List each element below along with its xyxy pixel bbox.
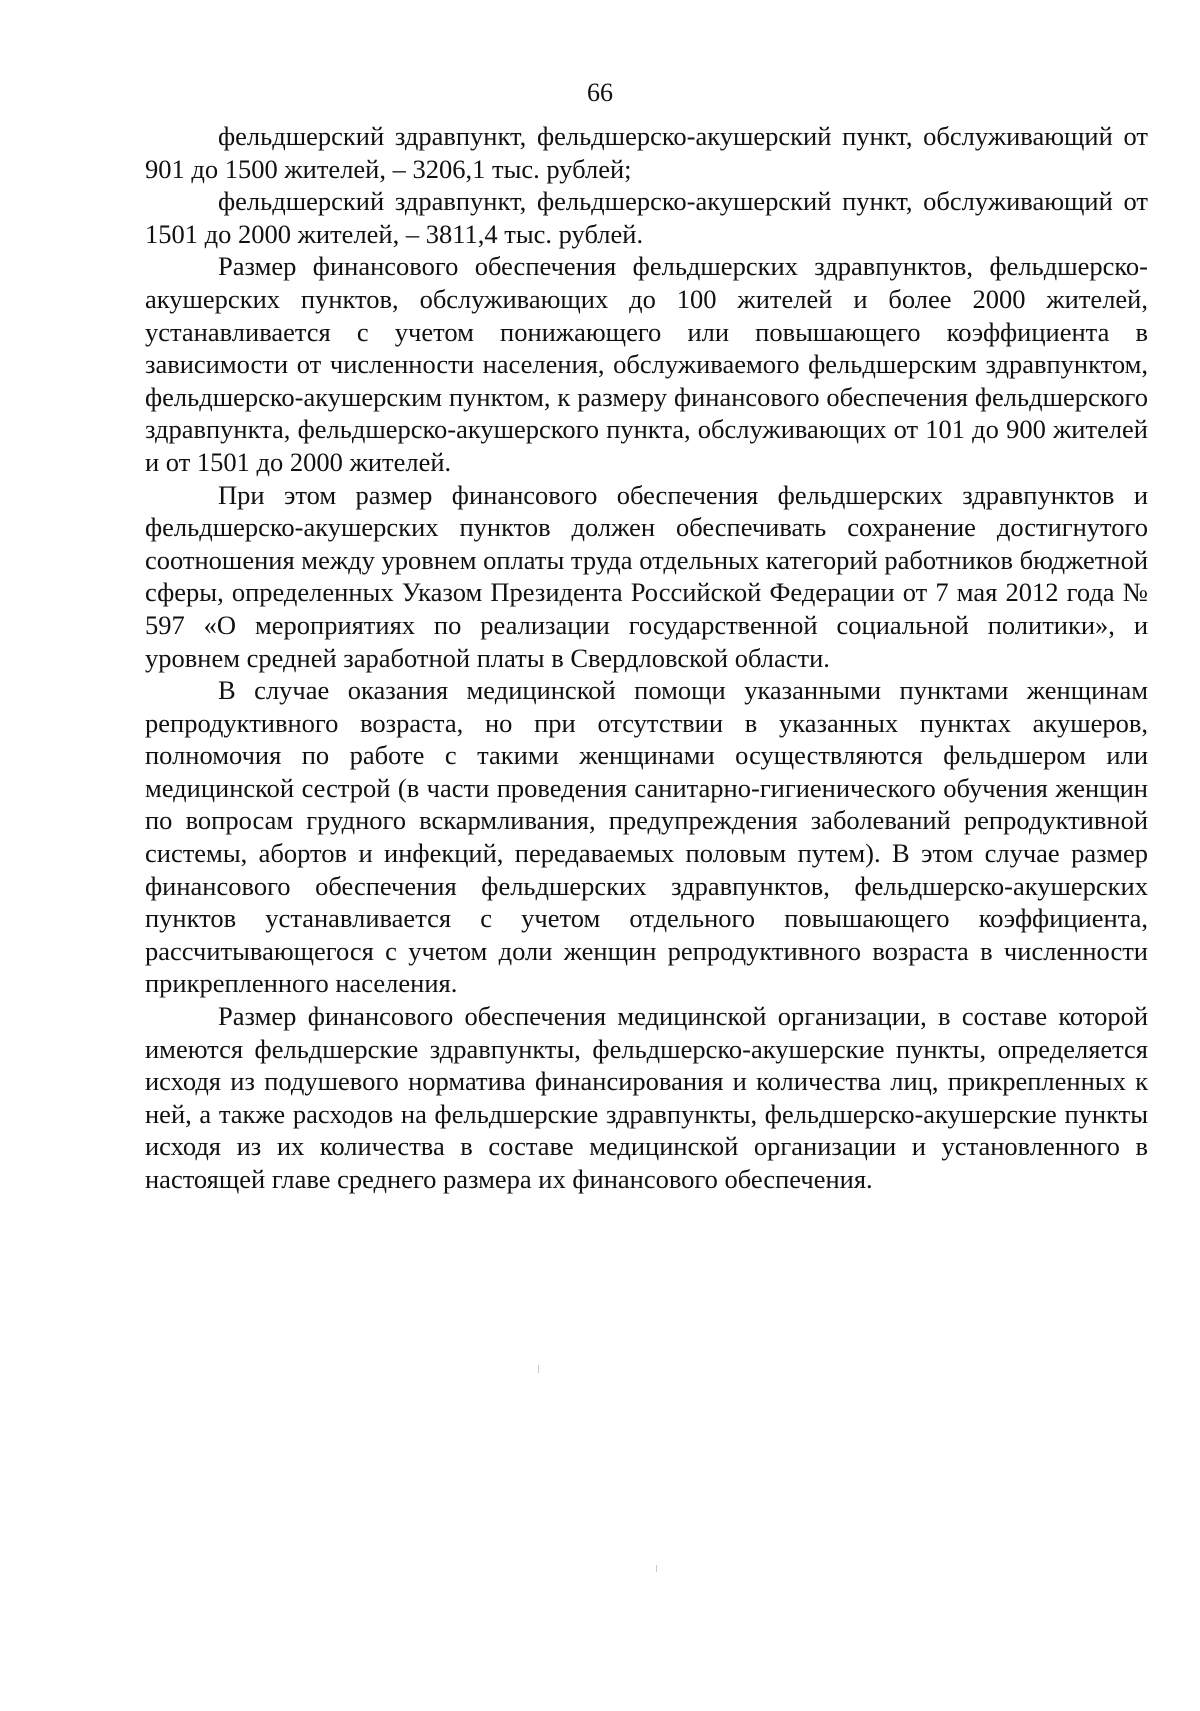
paragraph-reproductive-age: В случае оказания медицинской помощи указанными пунктами женщинам репродуктивного возраста, но при отсутствии в указанных пунктах акушеров, полномочия по работе с такими женщинами осуществляются фельдшером или медицинской сестрой (в части проведения санитарно-гигиенического обучения женщин по вопросам грудного вскармливания, предупреждения заболеваний репродуктивной системы, абортов и инфекций, передаваемых половым путем). В этом случае размер финансового обеспечения фельдшерских здравпунктов, фельдшерско-акушерских пунктов устанавливается с учетом отдельного повышающего коэффициента, рассчитывающегося с учетом доли женщин репродуктивного возраста в численности прикрепленного населения. — [145, 675, 1148, 999]
paragraph-item-2: фельдшерский здравпункт, фельдшерско-акушерский пункт, обслуживающий от 1501 до 2000 жителей, – 3811,4 тыс. рублей. — [145, 186, 1148, 249]
document-body — [145, 120, 1148, 1196]
paragraph-financing-size: Размер финансового обеспечения фельдшерских здравпунктов, фельдшерско-акушерских пунктов, обслуживающих до 100 жителей и более 2000 жителей, устанавливается с учетом понижающего или повышающего коэффициента в зависимости от численности населения, обслуживаемого фельдшерским здравпунктом, фельдшерско-акушерским пунктом, к размеру финансового обеспечения фельдшерского здравпункта, фельдшерско-акушерского пункта, обслуживающих от 101 до 900 жителей и от 1501 до 2000 жителей. — [145, 251, 1148, 477]
scan-speck — [656, 1565, 657, 1572]
paragraph-medical-organization: Размер финансового обеспечения медицинской организации, в составе которой имеются фельдшерские здравпункты, фельдшерско-акушерские пункты, определяется исходя из подушевого норматива финансирования и количества лиц, прикрепленных к ней, а также расходов на фельдшерские здравпункты, фельдшерско-акушерские пункты исходя из их количества в составе медицинской организации и установленного в настоящей главе среднего размера их финансового обеспечения. — [145, 1001, 1148, 1194]
paragraph-item-1: фельдшерский здравпункт, фельдшерско-акушерский пункт, обслуживающий от 901 до 1500 жителей, – 3206,1 тыс. рублей; — [145, 121, 1148, 184]
scan-speck — [538, 1365, 539, 1373]
paragraph-salary-ratio: При этом размер финансового обеспечения фельдшерских здравпунктов и фельдшерско-акушерских пунктов должен обеспечивать сохранение достигнутого соотношения между уровнем оплаты труда отдельных категорий работников бюджетной сферы, определенных Указом Президента Российской Федерации от 7 мая 2012 года № 597 «О мероприятиях по реализации государственной социальной политики», и уровнем средней заработной платы в Свердловской области. — [145, 479, 1148, 673]
page-number: 66 — [587, 78, 613, 107]
